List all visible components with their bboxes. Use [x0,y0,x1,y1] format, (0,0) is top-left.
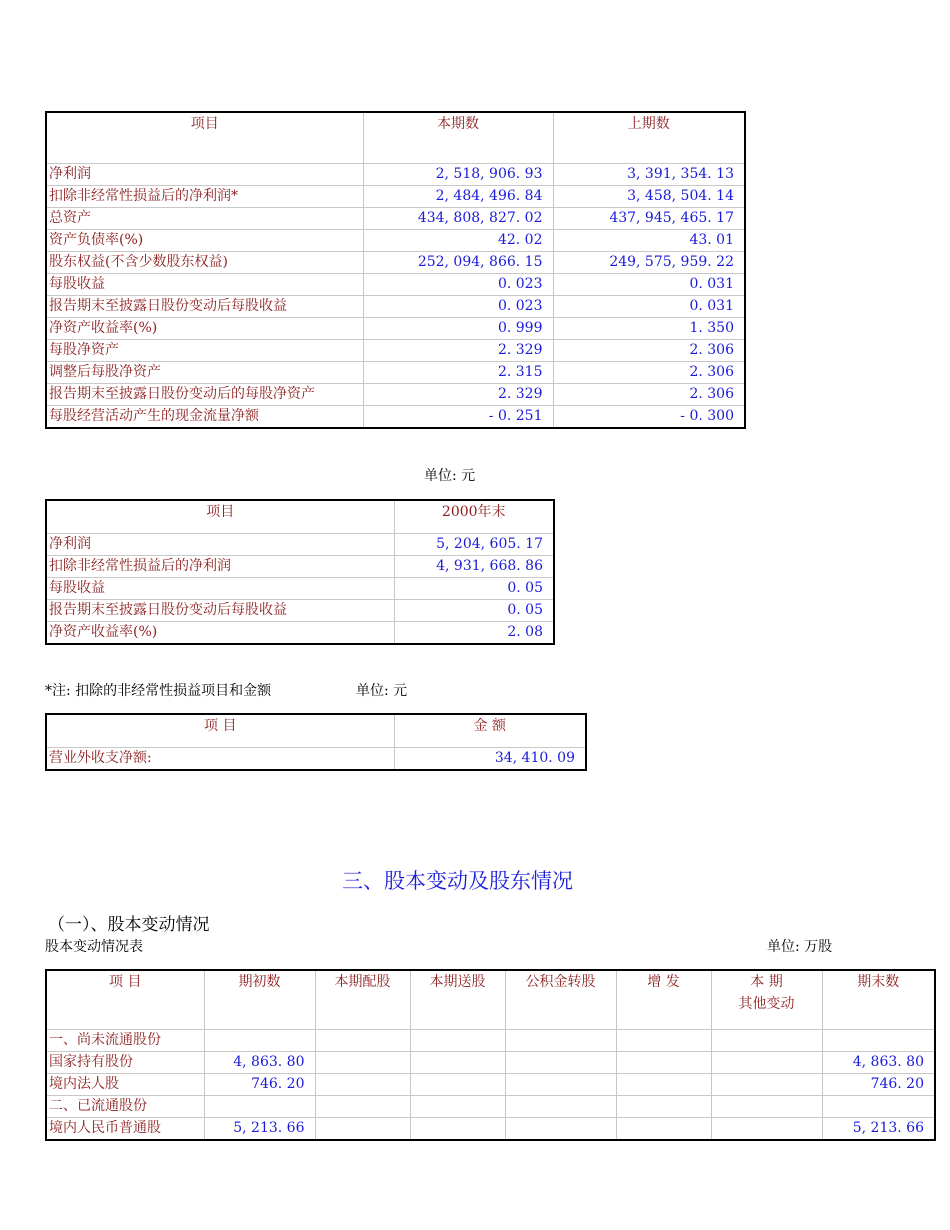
table-row [46,622,554,645]
table-row [46,230,745,252]
cell-value: 2. 08 [394,622,554,645]
table-row [46,406,745,429]
cell-value: 4, 863. 80 [822,1052,935,1074]
column-header-amount: 金 额 [394,714,586,748]
row-label: 境内人民币普通股 [46,1118,204,1141]
row-label: 总资产 [46,208,363,230]
section-title: 三、股本变动及股东情况 [342,869,573,893]
cell-value: 43. 01 [553,230,745,252]
cell-value [505,1118,616,1141]
cell-value [315,1052,410,1074]
cell-value [822,1096,935,1118]
table-header-row [46,970,935,1030]
cell-value: 434, 808, 827. 02 [363,208,553,230]
cell-value: 2. 329 [363,340,553,362]
row-label: 报告期末至披露日股份变动后的每股净资产 [46,384,363,406]
cell-value: 249, 575, 959. 22 [553,252,745,274]
row-label: 每股净资产 [46,340,363,362]
cell-value [616,1096,711,1118]
table-row [46,362,745,384]
table-row [46,274,745,296]
cell-value: 437, 945, 465. 17 [553,208,745,230]
row-label: 扣除非经常性损益后的净利润 [46,556,394,578]
note-text: *注: 扣除的非经常性损益项目和金额 [45,683,272,699]
cell-value [204,1030,315,1052]
row-label: 每股收益 [46,578,394,600]
column-header-year-end: 2000年末 [394,500,554,534]
cell-value: 2. 306 [553,362,745,384]
cell-value: 1. 350 [553,318,745,340]
unit-label: 单位: 元 [424,468,476,484]
cell-value [505,1074,616,1096]
row-label: 股东权益(不含少数股东权益) [46,252,363,274]
cell-value [822,1030,935,1052]
row-label: 净利润 [46,164,363,186]
row-label: 报告期末至披露日股份变动后每股收益 [46,296,363,318]
financial-indicators-table [45,111,746,429]
cell-value: 2, 484, 496. 84 [363,186,553,208]
row-label: 调整后每股净资产 [46,362,363,384]
table-row [46,318,745,340]
share-capital-change-table [45,969,936,1141]
cell-value: 5, 213. 66 [822,1118,935,1141]
table-row [46,748,586,771]
cell-value: 5, 204, 605. 17 [394,534,554,556]
table-row [46,252,745,274]
cell-value [616,1052,711,1074]
cell-value: 4, 863. 80 [204,1052,315,1074]
column-header-current: 本期数 [363,112,553,164]
cell-value [505,1030,616,1052]
table-row [46,208,745,230]
row-label: 资产负债率(%) [46,230,363,252]
cell-value [315,1074,410,1096]
cell-value: 0. 031 [553,274,745,296]
cell-value [410,1096,505,1118]
header-line-2: 其他变动 [738,996,795,1012]
table-row [46,556,554,578]
table-row [46,164,745,186]
cell-value: 2. 306 [553,384,745,406]
cell-value: 34, 410. 09 [394,748,586,771]
cell-value: 0. 05 [394,600,554,622]
cell-value [410,1118,505,1141]
unit-label: 单位: 万股 [767,939,833,955]
table-header-row [46,714,586,748]
row-label: 每股收益 [46,274,363,296]
sub-section-title: （一）、股本变动情况 [48,915,210,935]
column-header-additional-issue: 增 发 [616,970,711,1030]
column-header-closing: 期末数 [822,970,935,1030]
cell-value [616,1030,711,1052]
column-header-item: 项目 [206,504,235,520]
column-header-previous: 上期数 [553,112,745,164]
cell-value: - 0. 251 [363,406,553,429]
cell-value: 5, 213. 66 [204,1118,315,1141]
prior-year-table [45,499,555,645]
table-row [46,296,745,318]
cell-value [410,1030,505,1052]
table-row [46,1030,935,1052]
cell-value: 0. 023 [363,274,553,296]
cell-value [315,1030,410,1052]
cell-value: 0. 999 [363,318,553,340]
cell-value: 0. 05 [394,578,554,600]
table-caption: 股本变动情况表 [45,939,143,955]
cell-value [410,1074,505,1096]
cell-value [505,1052,616,1074]
row-label: 净利润 [46,534,394,556]
column-header-opening: 期初数 [204,970,315,1030]
column-header-item: 项 目 [204,718,237,734]
cell-value: 0. 031 [553,296,745,318]
cell-value: 3, 458, 504. 14 [553,186,745,208]
cell-value: 0. 023 [363,296,553,318]
table-header-row [46,500,554,534]
cell-value [711,1052,822,1074]
table-header-row [46,112,745,164]
cell-value [315,1096,410,1118]
table-row [46,1074,935,1096]
cell-value [711,1030,822,1052]
table-row [46,1052,935,1074]
row-label: 扣除非经常性损益后的净利润* [46,186,363,208]
cell-value: 2. 315 [363,362,553,384]
table-row [46,600,554,622]
cell-value: 2. 306 [553,340,745,362]
cell-value: 252, 094, 866. 15 [363,252,553,274]
table-row [46,1096,935,1118]
cell-value: 2, 518, 906. 93 [363,164,553,186]
cell-value [410,1052,505,1074]
row-label: 营业外收支净额: [46,748,394,771]
row-label: 报告期末至披露日股份变动后每股收益 [46,600,394,622]
column-header-other-changes [711,970,822,1030]
column-header-bonus-shares: 本期送股 [410,970,505,1030]
row-label: 一、尚未流通股份 [46,1030,204,1052]
cell-value [711,1074,822,1096]
cell-value [204,1096,315,1118]
cell-value: 746. 20 [204,1074,315,1096]
cell-value: 2. 329 [363,384,553,406]
cell-value: - 0. 300 [553,406,745,429]
row-label: 国家持有股份 [46,1052,204,1074]
table-row [46,578,554,600]
cell-value: 4, 931, 668. 86 [394,556,554,578]
cell-value [315,1118,410,1141]
unit-label: 单位: 元 [356,683,408,699]
cell-value: 3, 391, 354. 13 [553,164,745,186]
row-label: 净资产收益率(%) [46,622,394,645]
non-recurring-items-table [45,713,587,771]
table-row [46,384,745,406]
cell-value: 42. 02 [363,230,553,252]
table-row [46,534,554,556]
column-header-item: 项 目 [109,974,142,990]
cell-value [505,1096,616,1118]
cell-value [711,1096,822,1118]
header-line-1: 本 期 [750,974,783,990]
table-row [46,1118,935,1141]
column-header-capital-reserve: 公积金转股 [505,970,616,1030]
row-label: 境内法人股 [46,1074,204,1096]
cell-value [616,1118,711,1141]
table-row [46,186,745,208]
cell-value [711,1118,822,1141]
cell-value [616,1074,711,1096]
row-label: 净资产收益率(%) [46,318,363,340]
column-header-item: 项目 [190,116,219,132]
table-row [46,340,745,362]
cell-value: 746. 20 [822,1074,935,1096]
row-label: 每股经营活动产生的现金流量净额 [46,406,363,429]
row-label: 二、已流通股份 [46,1096,204,1118]
column-header-rights-issue: 本期配股 [315,970,410,1030]
